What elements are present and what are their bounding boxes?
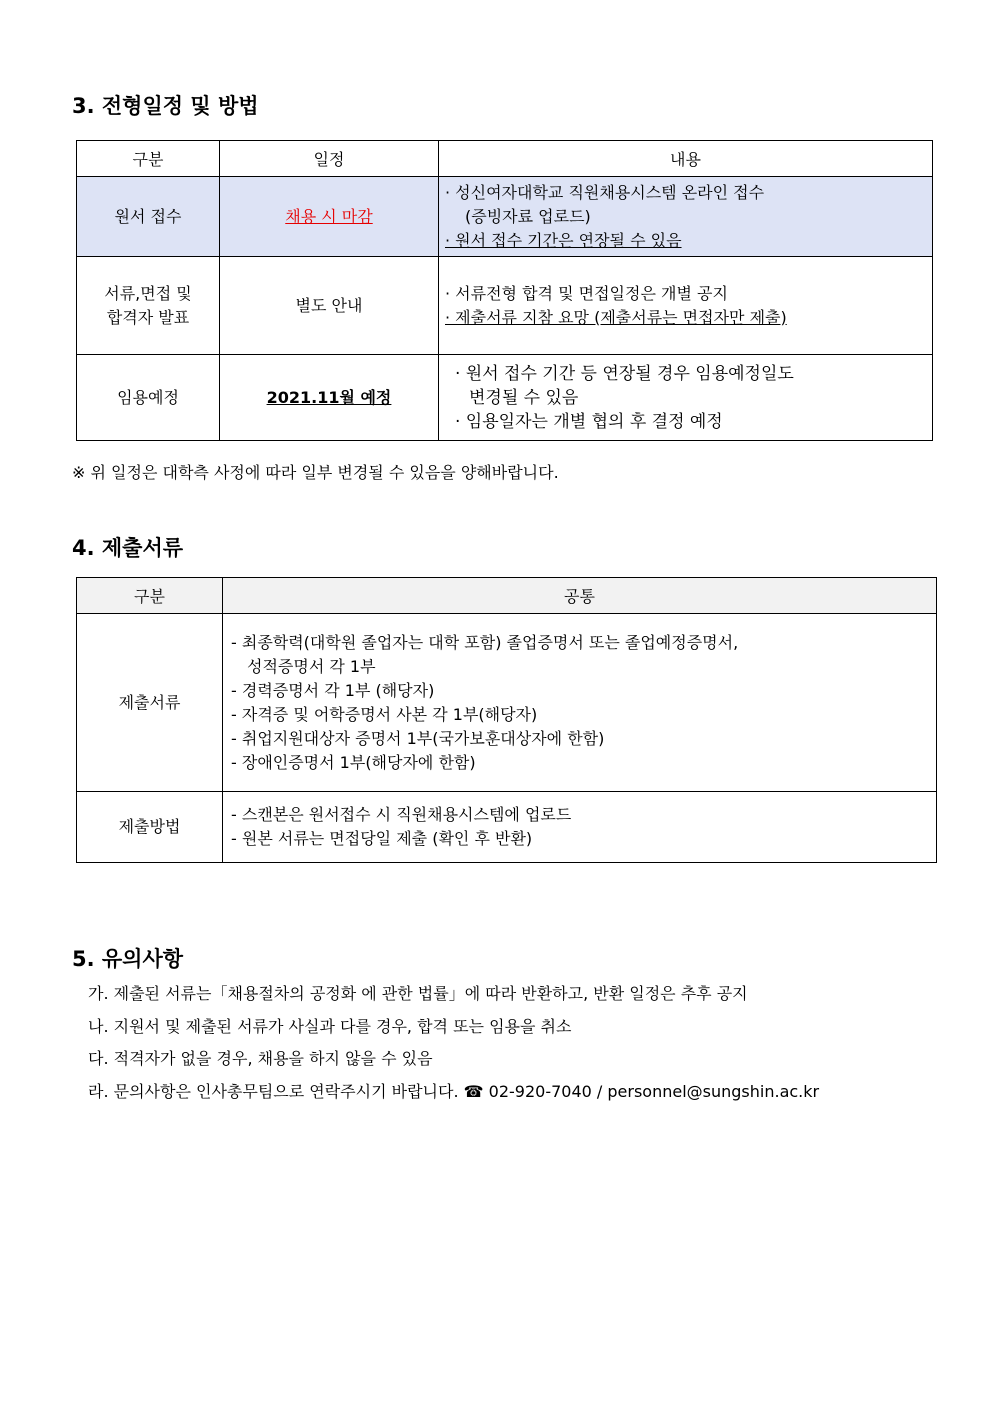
category-line: 합격자 발표 xyxy=(106,307,190,327)
section-5-title: 5. 유의사항 xyxy=(72,947,184,971)
row-category: 임용예정 xyxy=(77,355,220,441)
header-common: 공통 xyxy=(223,578,937,614)
schedule-table-header xyxy=(77,141,933,177)
row-details xyxy=(439,355,933,441)
row-category: 제출방법 xyxy=(77,792,223,863)
header-details: 내용 xyxy=(439,141,933,177)
row-category xyxy=(77,257,220,355)
table-row xyxy=(77,257,933,355)
section-4-title: 4. 제출서류 xyxy=(72,536,184,560)
row-category: 제출서류 xyxy=(77,614,223,792)
document-item: - 자격증 및 어학증명서 사본 각 1부(해당자) xyxy=(231,704,538,724)
document-item: - 스캔본은 원서접수 시 직원채용시스템에 업로드 xyxy=(231,805,572,824)
row-details xyxy=(439,257,933,355)
detail-underlined: · 제출서류 지참 요망 (제출서류는 면접자만 제출) xyxy=(445,307,787,327)
section-3-title: 3. 전형일정 및 방법 xyxy=(72,94,259,118)
documents-table-header xyxy=(77,578,937,614)
notice-item: 다. 적격자가 없을 경우, 채용을 하지 않을 수 있음 xyxy=(88,1049,433,1068)
detail-line: · 임용일자는 개별 협의 후 결정 예정 xyxy=(455,411,723,432)
table-row xyxy=(77,792,937,863)
detail-line: · 원서 접수 기간 등 연장될 경우 임용예정일도 xyxy=(455,363,794,384)
document-item: - 장애인증명서 1부(해당자에 한함) xyxy=(231,752,476,772)
detail-line: (증빙자료 업로드) xyxy=(465,206,591,226)
detail-line xyxy=(445,229,932,253)
document-item: - 취업지원대상자 증명서 1부(국가보훈대상자에 한함) xyxy=(231,728,605,748)
row-schedule xyxy=(220,177,439,257)
detail-line: · 서류전형 합격 및 면접일정은 개별 공지 xyxy=(445,283,728,303)
table-row xyxy=(77,614,937,792)
row-items xyxy=(223,614,937,792)
notice-item: 나. 지원서 및 제출된 서류가 사실과 다를 경우, 합격 또는 임용을 취소 xyxy=(88,1016,572,1036)
detail-line xyxy=(445,306,932,330)
document-item: - 경력증명서 각 1부 (해당자) xyxy=(231,680,435,700)
notice-item: 라. 문의사항은 인사총무팀으로 연락주시기 바랍니다. ☎ 02-920-7040 / personnel@sungshin.ac.kr xyxy=(88,1081,820,1101)
document-item: - 최종학력(대학원 졸업자는 대학 포함) 졸업증명서 또는 졸업예정증명서, xyxy=(231,632,739,652)
header-schedule: 일정 xyxy=(220,141,439,177)
category-line: 서류,면접 및 xyxy=(104,283,192,303)
row-category: 원서 접수 xyxy=(77,177,220,257)
appointment-date: 2021.11월 예정 xyxy=(266,387,392,407)
schedule-table xyxy=(76,140,933,441)
table-row xyxy=(77,355,933,441)
table-row xyxy=(77,177,933,257)
detail-line: 변경될 수 있음 xyxy=(469,387,579,408)
document-item: 성적증명서 각 1부 xyxy=(247,656,376,676)
notice-item: 가. 제출된 서류는「채용절차의 공정화 에 관한 법률」에 따라 반환하고, 반환 일정은 추후 공지 xyxy=(88,984,748,1003)
notice-list xyxy=(88,982,819,1112)
row-details xyxy=(439,177,933,257)
schedule-note: ※ 위 일정은 대학측 사정에 따라 일부 변경될 수 있음을 양해바랍니다. xyxy=(72,463,559,482)
header-category: 구분 xyxy=(77,141,220,177)
row-schedule xyxy=(220,355,439,441)
documents-table xyxy=(76,577,937,863)
header-category: 구분 xyxy=(77,578,223,614)
row-items xyxy=(223,792,937,863)
detail-underlined: · 원서 접수 기간은 연장될 수 있음 xyxy=(445,230,682,250)
detail-line: · 성신여자대학교 직원채용시스템 온라인 접수 xyxy=(445,182,765,202)
deadline-text: 채용 시 마감 xyxy=(285,206,373,226)
row-schedule: 별도 안내 xyxy=(220,257,439,355)
document-item: - 원본 서류는 면접당일 제출 (확인 후 반환) xyxy=(231,829,533,848)
